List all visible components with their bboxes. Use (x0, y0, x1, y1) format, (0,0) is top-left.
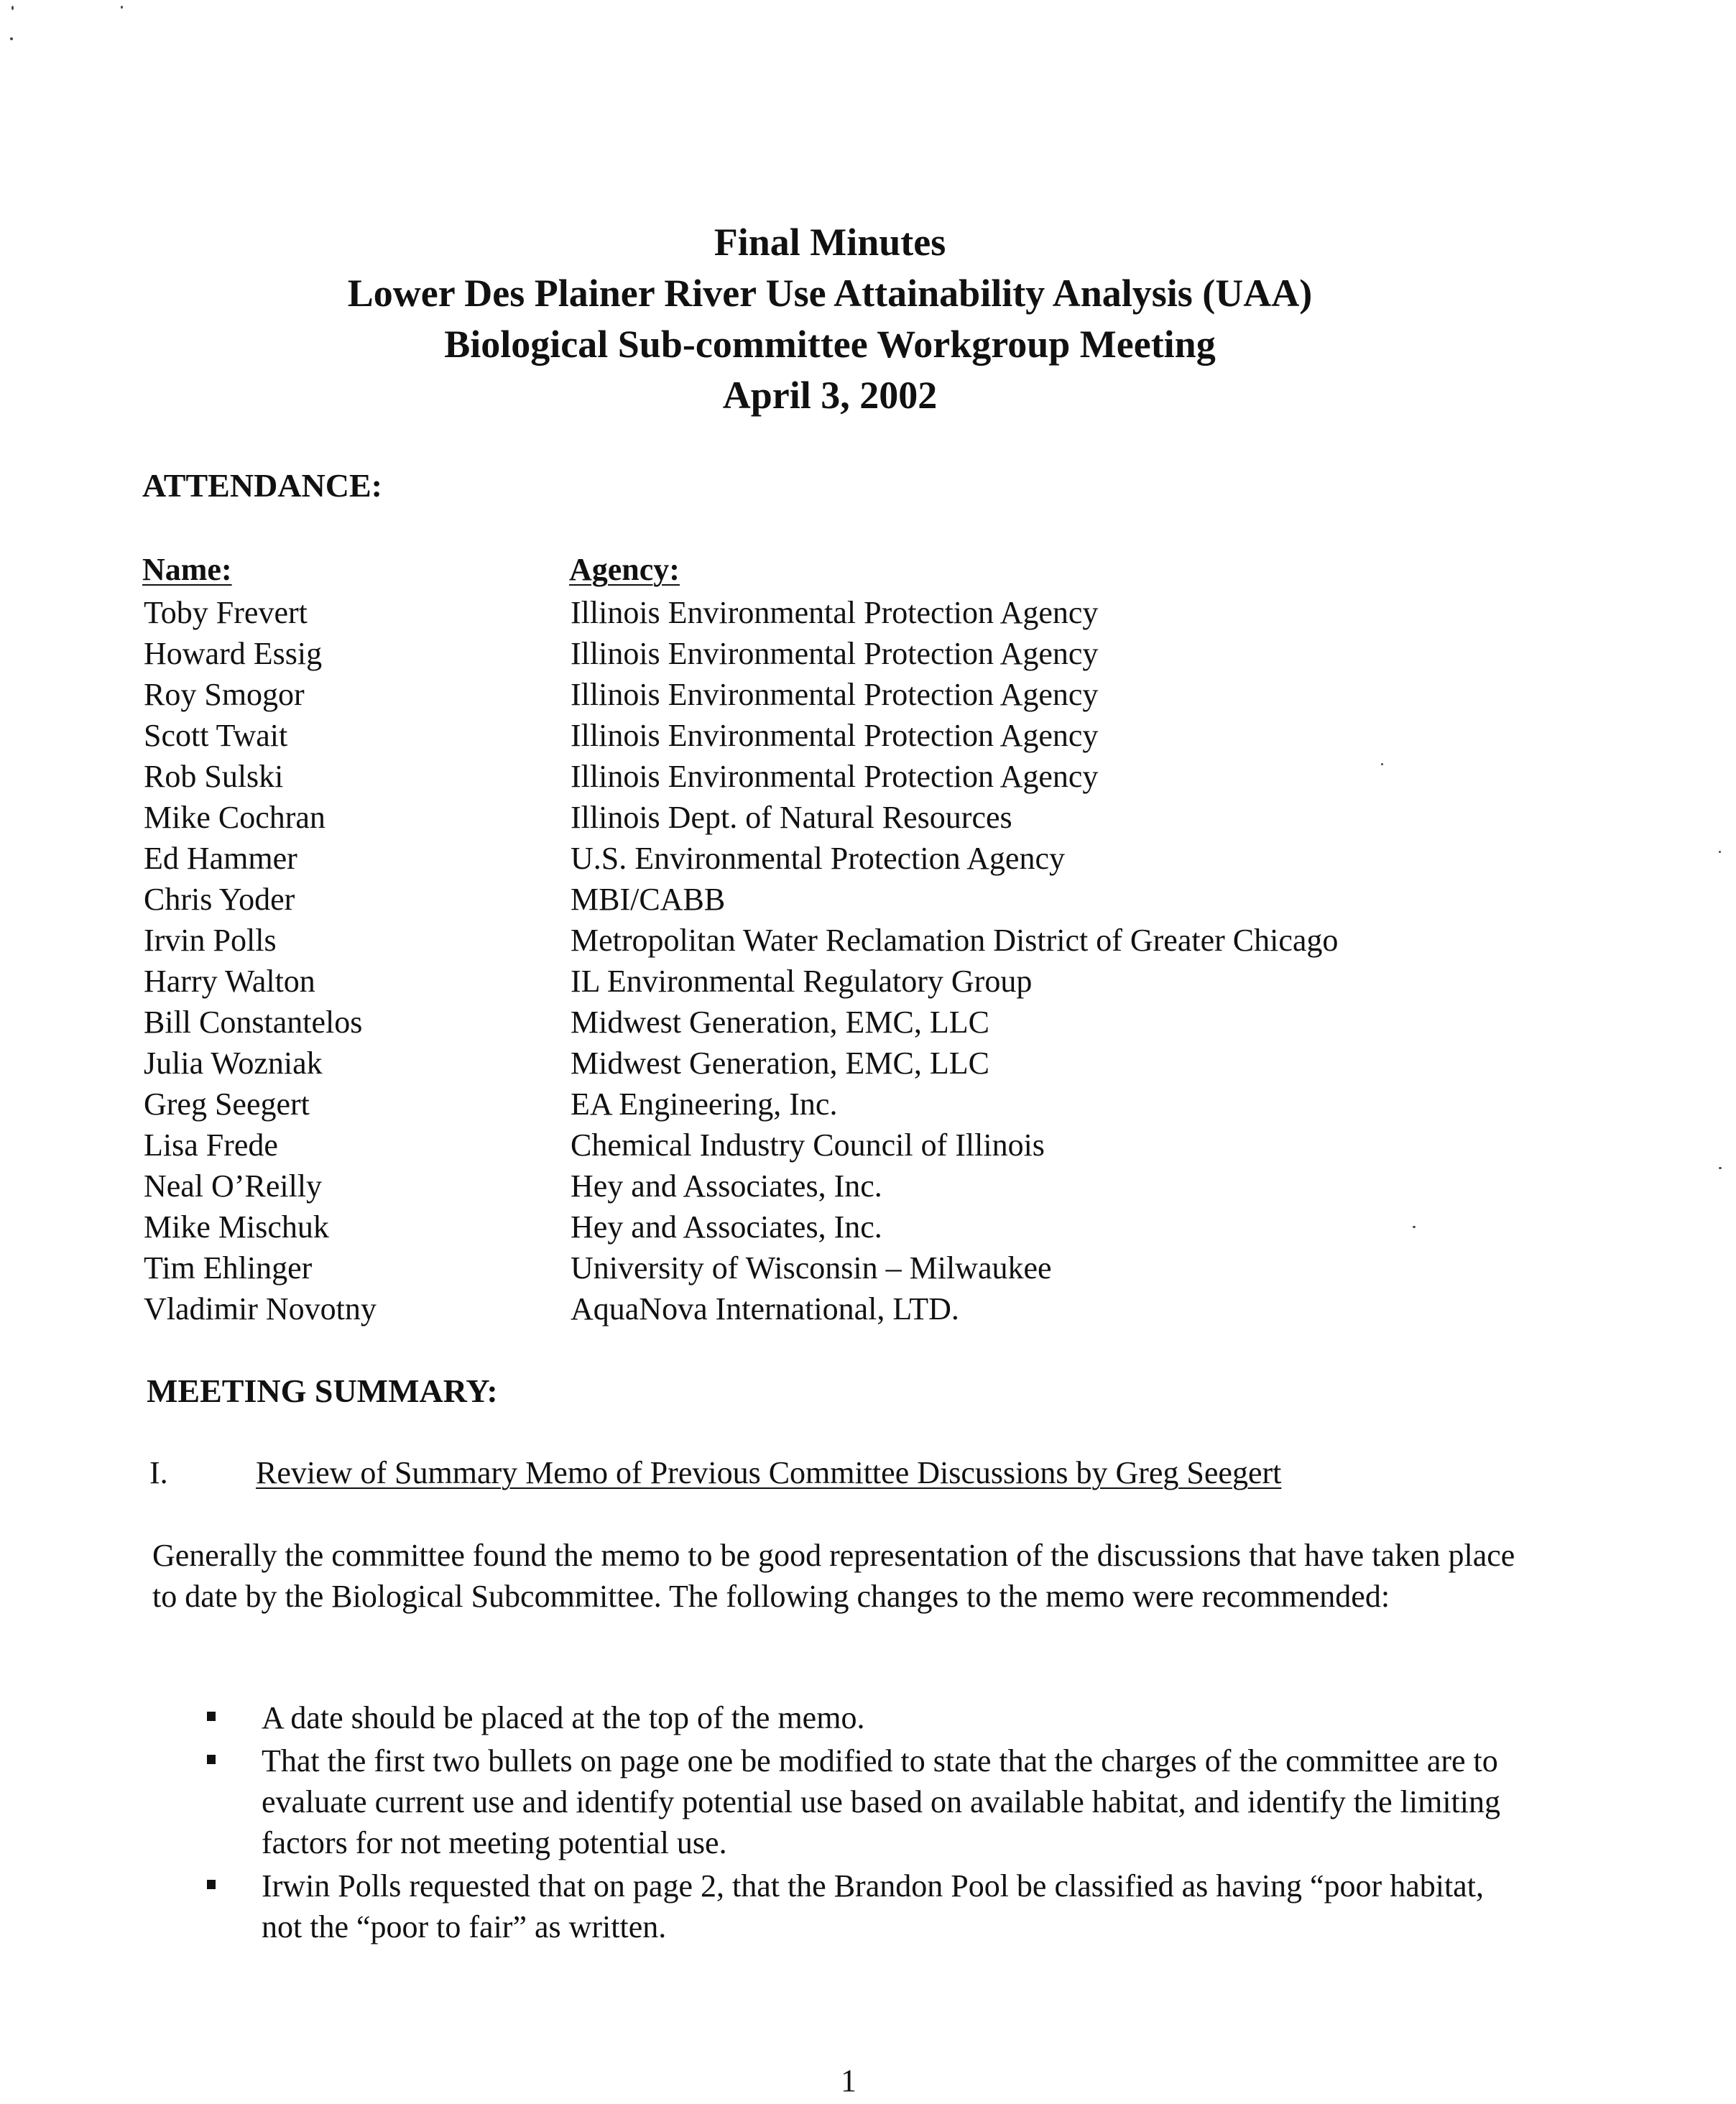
attendee-agency: Hey and Associates, Inc. (571, 1168, 882, 1204)
agency-column-header: Agency: (569, 552, 680, 587)
attendee-row (0, 1206, 1736, 1247)
attendee-row (0, 1166, 1736, 1206)
attendee-agency: Illinois Dept. of Natural Resources (571, 800, 1012, 835)
title-line-4: April 3, 2002 (722, 374, 938, 417)
title-line-3: Biological Sub-committee Workgroup Meeting (444, 323, 1216, 366)
attendee-row (0, 633, 1736, 674)
attendee-agency: Illinois Environmental Protection Agency (571, 595, 1099, 630)
attendee-row (0, 961, 1736, 1002)
recommendation-text: Irwin Polls requested that on page 2, that the Brandon Pool be classified as having “poor habitat, not the “poor to fair” as written. (262, 1868, 1484, 1944)
scan-speck (10, 37, 13, 40)
attendee-name: Greg Seegert (144, 1086, 310, 1122)
bullet-square-icon (207, 1712, 216, 1721)
attendee-name: Tim Ehlinger (144, 1250, 313, 1286)
attendee-agency: IL Environmental Regulatory Group (571, 964, 1033, 999)
attendance-list (0, 592, 1736, 1329)
recommendation-item (152, 1697, 1532, 1738)
attendee-name: Vladimir Novotny (144, 1291, 377, 1326)
attendee-agency: Metropolitan Water Reclamation District of Greater Chicago (571, 923, 1339, 958)
attendance-heading: ATTENDANCE: (142, 467, 382, 504)
attendee-row (0, 756, 1736, 797)
bullet-square-icon (207, 1880, 216, 1889)
item-number: I. (149, 1455, 168, 1490)
attendee-agency: Hey and Associates, Inc. (571, 1209, 882, 1245)
attendee-row (0, 920, 1736, 961)
attendee-agency: AquaNova International, LTD. (571, 1291, 959, 1326)
attendee-row (0, 797, 1736, 838)
recommendation-list (152, 1697, 1532, 1950)
attendee-row (0, 674, 1736, 715)
recommendation-text: A date should be placed at the top of the memo. (262, 1700, 865, 1735)
attendee-agency: University of Wisconsin – Milwaukee (571, 1250, 1052, 1286)
scan-speck (11, 6, 14, 10)
attendee-name: Lisa Frede (144, 1127, 278, 1163)
attendee-row (0, 715, 1736, 756)
attendee-agency: Chemical Industry Council of Illinois (571, 1127, 1045, 1163)
bullet-square-icon (207, 1755, 216, 1764)
scan-speck (1719, 851, 1721, 853)
attendee-row (0, 1247, 1736, 1288)
scan-speck (1381, 763, 1383, 765)
attendee-name: Ed Hammer (144, 841, 297, 876)
attendee-name: Mike Cochran (144, 800, 326, 835)
attendee-agency: Illinois Environmental Protection Agency (571, 759, 1099, 794)
item-title: Review of Summary Memo of Previous Committee Discussions by Greg Seegert (256, 1455, 1282, 1490)
attendee-name: Toby Frevert (144, 595, 308, 630)
attendee-row (0, 1084, 1736, 1125)
recommendation-item (152, 1865, 1532, 1947)
title-line-1: Final Minutes (714, 221, 946, 264)
attendee-name: Mike Mischuk (144, 1209, 329, 1245)
attendee-name: Julia Wozniak (144, 1046, 323, 1081)
attendee-name: Chris Yoder (144, 882, 295, 917)
attendee-agency: Illinois Environmental Protection Agency (571, 718, 1099, 753)
attendee-name: Scott Twait (144, 718, 288, 753)
meeting-summary-heading: MEETING SUMMARY: (147, 1372, 498, 1409)
attendee-agency: Midwest Generation, EMC, LLC (571, 1005, 989, 1040)
attendee-agency: MBI/CABB (571, 882, 726, 917)
attendee-name: Roy Smogor (144, 677, 305, 712)
attendee-name: Bill Constantelos (144, 1005, 363, 1040)
attendee-agency: EA Engineering, Inc. (571, 1086, 838, 1122)
document-title (0, 217, 1660, 421)
attendee-agency: Midwest Generation, EMC, LLC (571, 1046, 989, 1081)
attendee-name: Rob Sulski (144, 759, 284, 794)
attendee-agency: Illinois Environmental Protection Agency (571, 677, 1099, 712)
attendee-agency: U.S. Environmental Protection Agency (571, 841, 1065, 876)
page-number: 1 (841, 2063, 857, 2098)
attendee-name: Howard Essig (144, 636, 323, 671)
scan-speck (1413, 1226, 1416, 1228)
attendee-row (0, 879, 1736, 920)
summary-paragraph: Generally the committee found the memo to be good representation of the discussions that have taken place to date by the Biological Subcommittee. The following changes to the memo were recommended: (152, 1538, 1515, 1614)
name-column-header: Name: (142, 552, 232, 587)
attendee-agency: Illinois Environmental Protection Agency (571, 636, 1099, 671)
attendee-row (0, 1043, 1736, 1084)
attendee-row (0, 592, 1736, 633)
attendee-row (0, 1125, 1736, 1166)
recommendation-text: That the first two bullets on page one be modified to state that the charges of the committee are to evaluate current use and identify potential use based on available habitat, and identify the limiting factors for not meeting potential use. (262, 1743, 1500, 1860)
recommendation-item (152, 1740, 1532, 1863)
scan-speck (121, 6, 123, 9)
attendee-row (0, 1002, 1736, 1043)
title-line-2: Lower Des Plainer River Use Attainability Analysis (UAA) (347, 272, 1313, 315)
attendee-row (0, 838, 1736, 879)
attendee-name: Harry Walton (144, 964, 315, 999)
scan-speck (1719, 1167, 1722, 1169)
attendee-row (0, 1288, 1736, 1329)
attendee-name: Irvin Polls (144, 923, 277, 958)
attendee-name: Neal O’Reilly (144, 1168, 323, 1204)
